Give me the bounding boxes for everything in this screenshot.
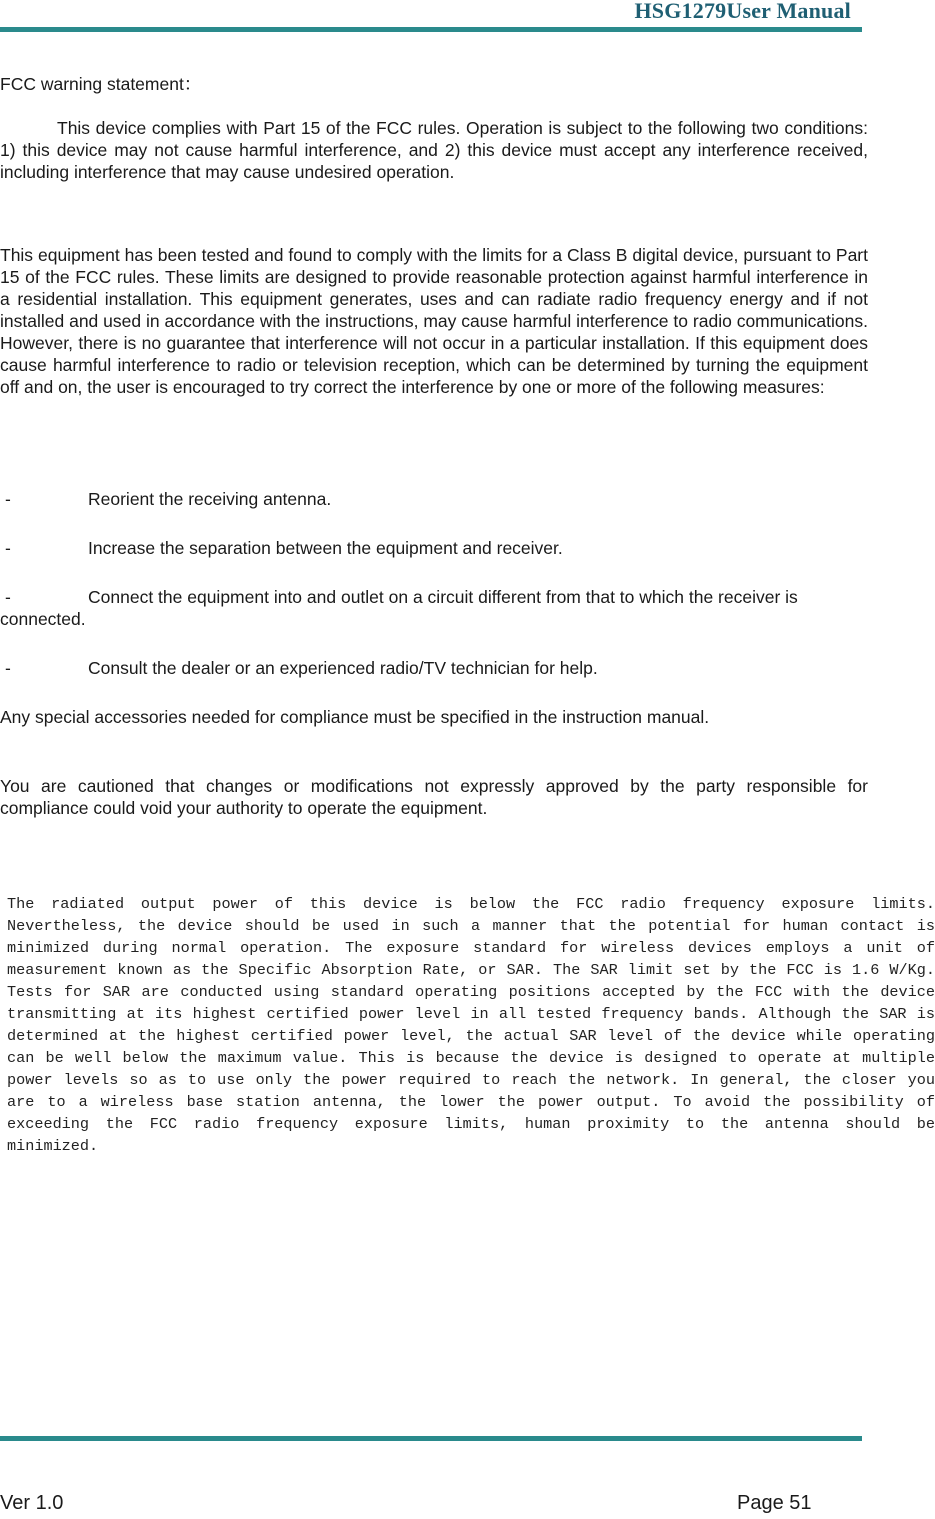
measure-dash: - xyxy=(5,538,11,558)
page-number: Page 51 xyxy=(737,1492,812,1514)
class-b-paragraph: This equipment has been tested and found to comply with the limits for a Class B digital device, pursuant to Part 15 of the FCC rules. These limits are designed to provide reasonable protection against harmful interference in a residential installation. This equipment generates, uses and can radiate radio frequency energy and if not installed and used in accordance with the instructions, may cause harmful interference to radio communications. However, there is no guarantee that interference will not occur in a particular installation. If this equipment does cause harmful interference to radio or television reception, which can be determined by turning the equipment off and on, the user is encouraged to try correct the interference by one or more of the following measures: xyxy=(0,245,868,397)
measure-item xyxy=(0,657,868,679)
measure-dash: - xyxy=(5,587,11,607)
measure-dash: - xyxy=(5,489,11,509)
measure-item xyxy=(0,488,868,510)
version-label: Ver 1.0 xyxy=(0,1492,64,1514)
measure-item xyxy=(0,586,868,630)
sar-statement: The radiated output power of this device is below the FCC radio frequency exposure limits. Nevertheless, the device should be used in such a manner that the potential for human contact is minimized during normal operation. The exposure standard for wireless devices employs a unit of measurement known as the Specific Absorption Rate, or SAR. The SAR limit set by the FCC is 1.6 W/Kg. Tests for SAR are conducted using standard operating positions accepted by the FCC with the device transmitting at its highest certified power level in all tested frequency bands. Although the SAR is determined at the highest certified power level, the actual SAR level of the device while operating can be well below the maximum value. This is because the device is designed to operate at multiple power levels so as to use only the power required to reach the network. In general, the closer you are to a wireless base station antenna, the lower the power output. To avoid the possibility of exceeding the FCC radio frequency exposure limits, human proximity to the antenna should be minimized. xyxy=(7,895,935,1155)
measure-text: Increase the separation between the equipment and receiver. xyxy=(88,538,563,558)
manual-title: HSG1279User Manual xyxy=(634,0,851,23)
measure-dash: - xyxy=(5,658,11,678)
measure-item xyxy=(0,537,868,559)
measure-text: Consult the dealer or an experienced radio/TV technician for help. xyxy=(88,658,598,678)
footer-divider xyxy=(0,1436,862,1441)
caution-paragraph: You are cautioned that changes or modifications not expressly approved by the party responsible for compliance could void your authority to operate the equipment. xyxy=(0,776,868,818)
fcc-heading: FCC warning statement： xyxy=(0,74,202,94)
measure-text: Reorient the receiving antenna. xyxy=(88,489,332,509)
measure-text: Connect the equipment into and outlet on a circuit different from that to which the receiver is connected. xyxy=(0,587,798,629)
accessories-note: Any special accessories needed for compliance must be specified in the instruction manual. xyxy=(0,707,710,727)
header-divider xyxy=(0,27,862,32)
compliance-paragraph: This device complies with Part 15 of the FCC rules. Operation is subject to the following two conditions: 1) this device may not cause harmful interference, and 2) this device must accept any interference received, including interference that may cause undesired operation. xyxy=(0,118,868,182)
